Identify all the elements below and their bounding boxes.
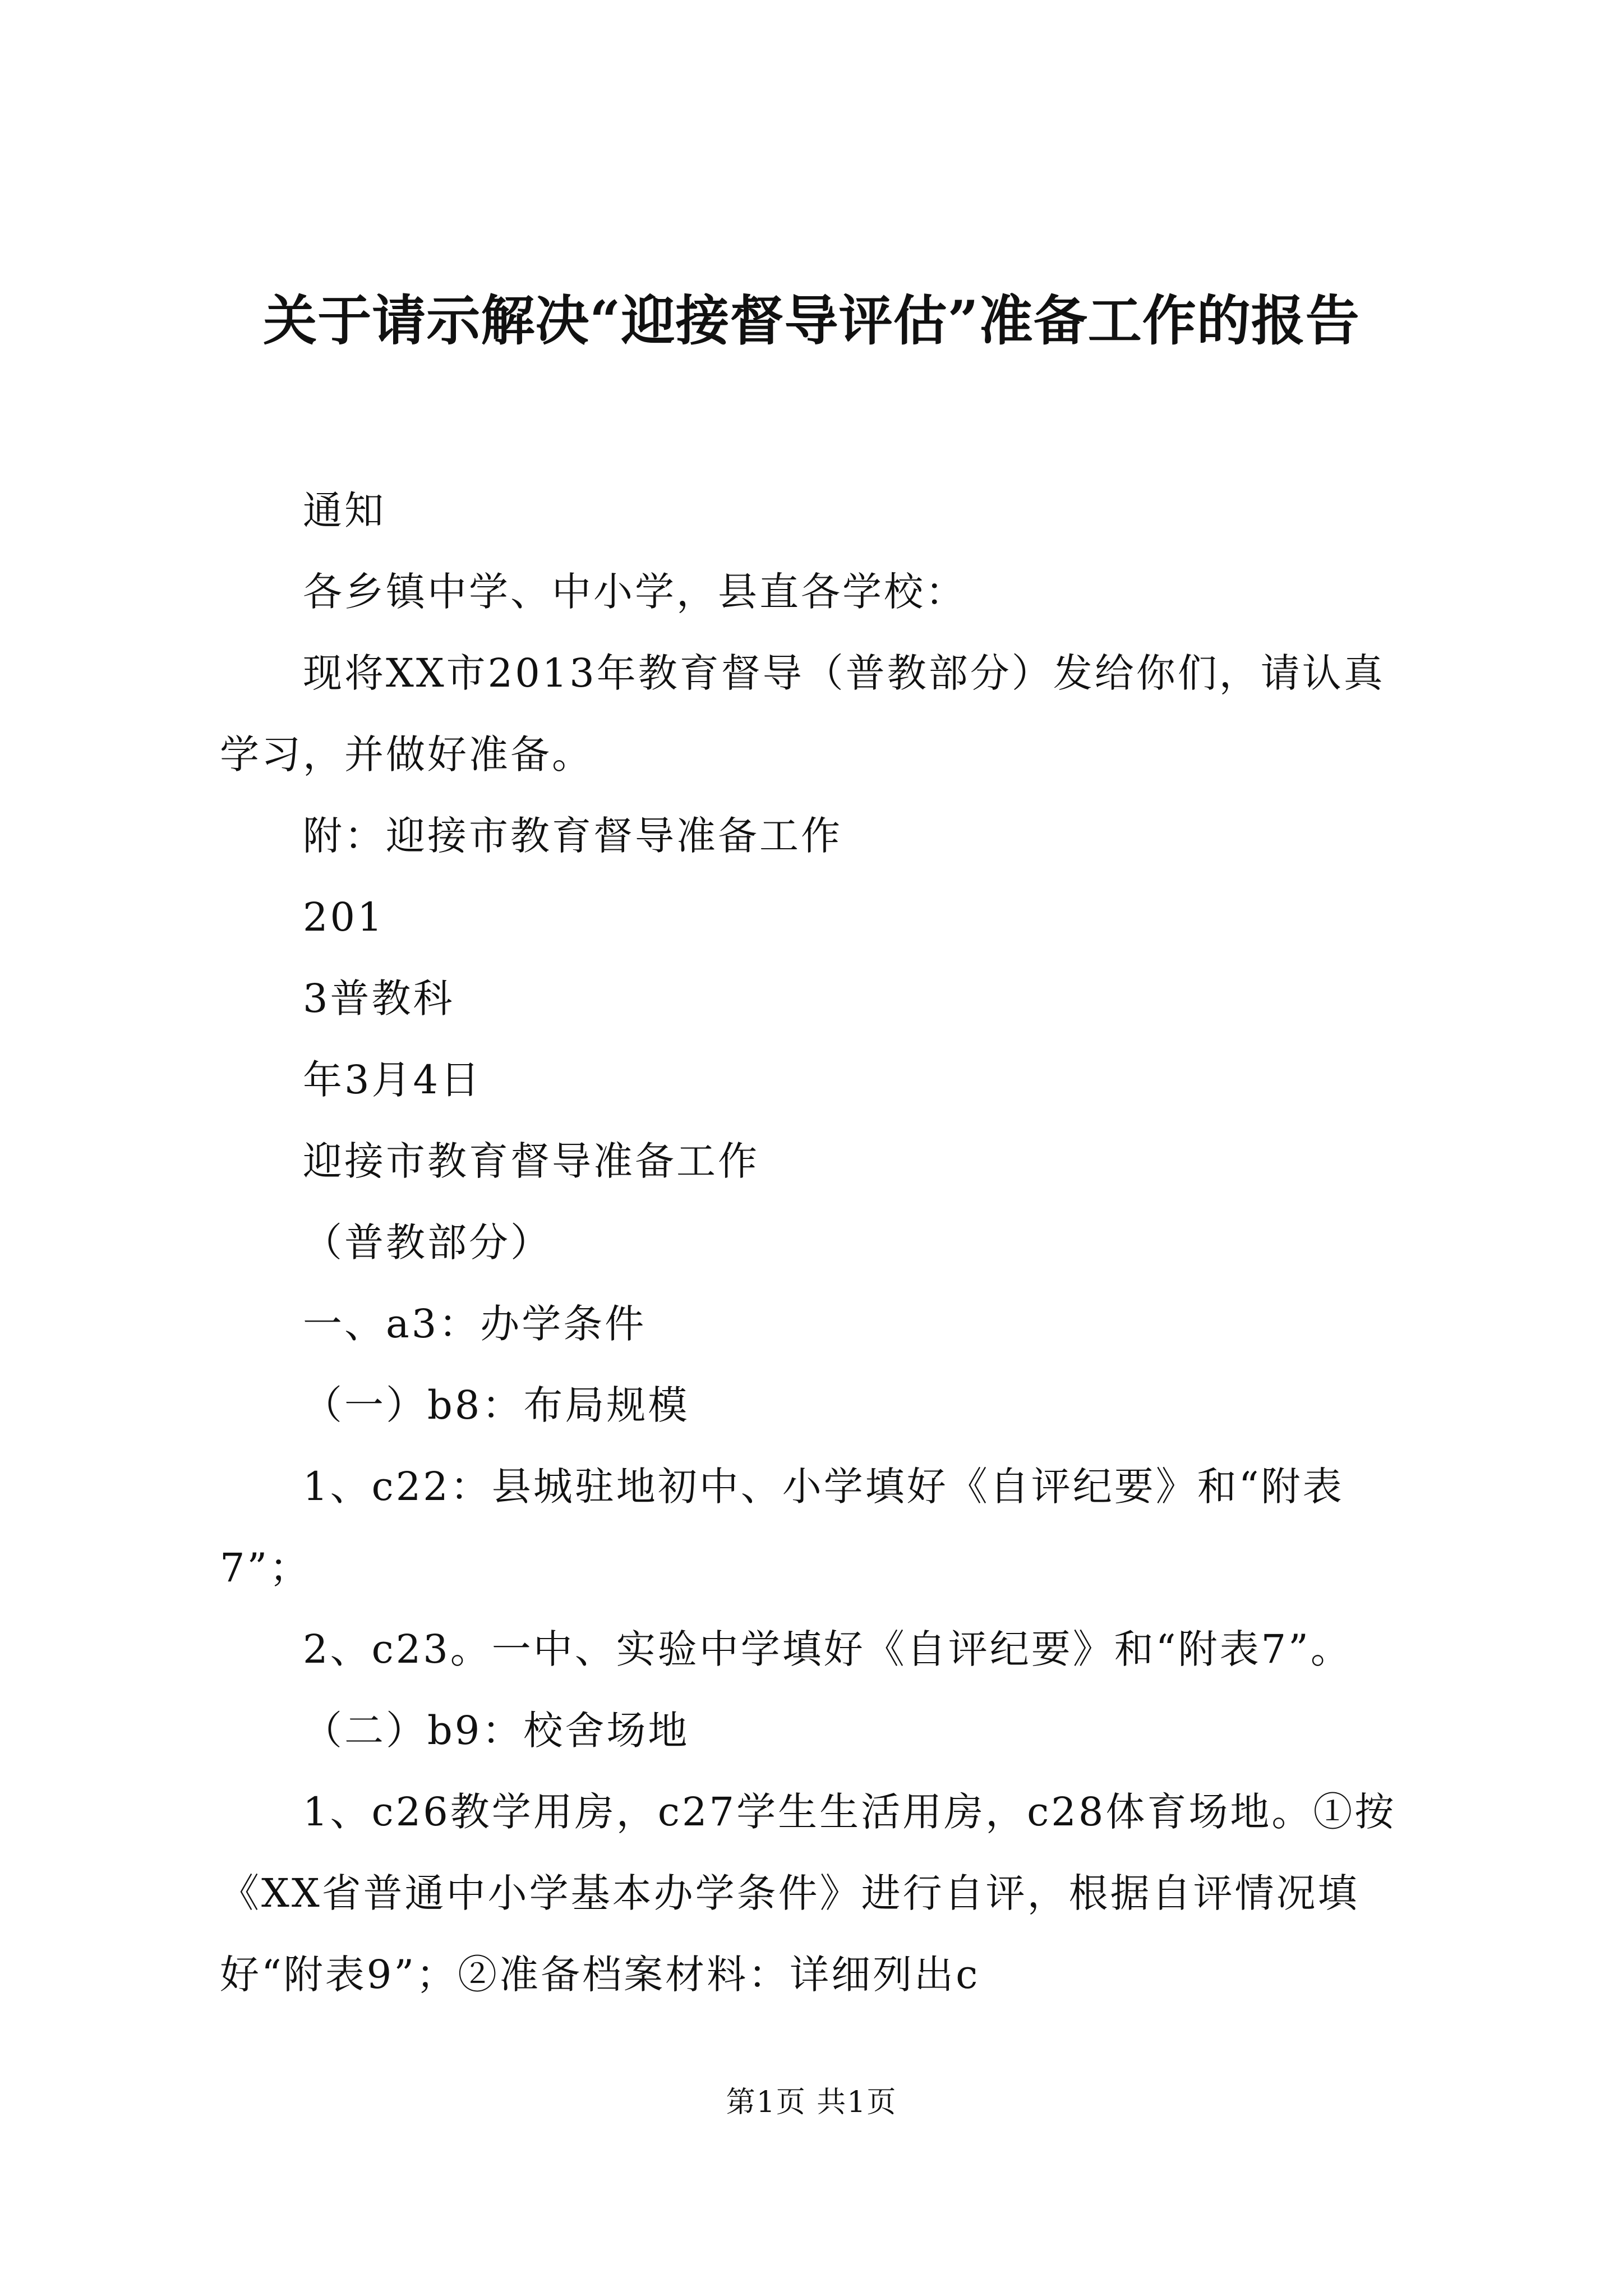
paragraph: 2、c23。一中、实验中学填好《自评纪要》和“附表7”。 (303, 1626, 1352, 1672)
paragraph: （普教部分） (303, 1220, 552, 1266)
page-footer: 第1页 共1页 (726, 2086, 897, 2119)
paragraph: 现将XX市2013年教育督导（普教部分）发给你们，请认真学习，并做好准备。 (220, 650, 1385, 777)
paragraph: 附：迎接市教育督导准备工作 (303, 813, 842, 859)
paragraph: （二）b9：校舍场地 (303, 1708, 690, 1754)
paragraph: 各乡镇中学、中小学，县直各学校： (303, 569, 967, 615)
paragraph: （一）b8：布局规模 (303, 1382, 690, 1428)
paragraph: 通知 (303, 487, 386, 533)
paragraph: 一、a3：办学条件 (303, 1301, 647, 1347)
paragraph: 201 (303, 894, 385, 940)
document-title: 关于请示解决“迎接督导评估”准备工作的报告 (263, 289, 1360, 352)
paragraph: 3普教科 (303, 976, 455, 1022)
paragraph: 年3月4日 (303, 1057, 482, 1103)
paragraph: 1、c26教学用房，c27学生生活用房，c28体育场地。①按《XX省普通中小学基本办学条件》进行自评，根据自评情况填好“附表9”；②准备档案材料：详细列出c (220, 1789, 1396, 1998)
paragraph: 1、c22：县城驻地初中、小学填好《自评纪要》和“附表7”； (220, 1464, 1344, 1591)
paragraph: 迎接市教育督导准备工作 (303, 1138, 759, 1184)
document-body (220, 470, 1423, 2016)
